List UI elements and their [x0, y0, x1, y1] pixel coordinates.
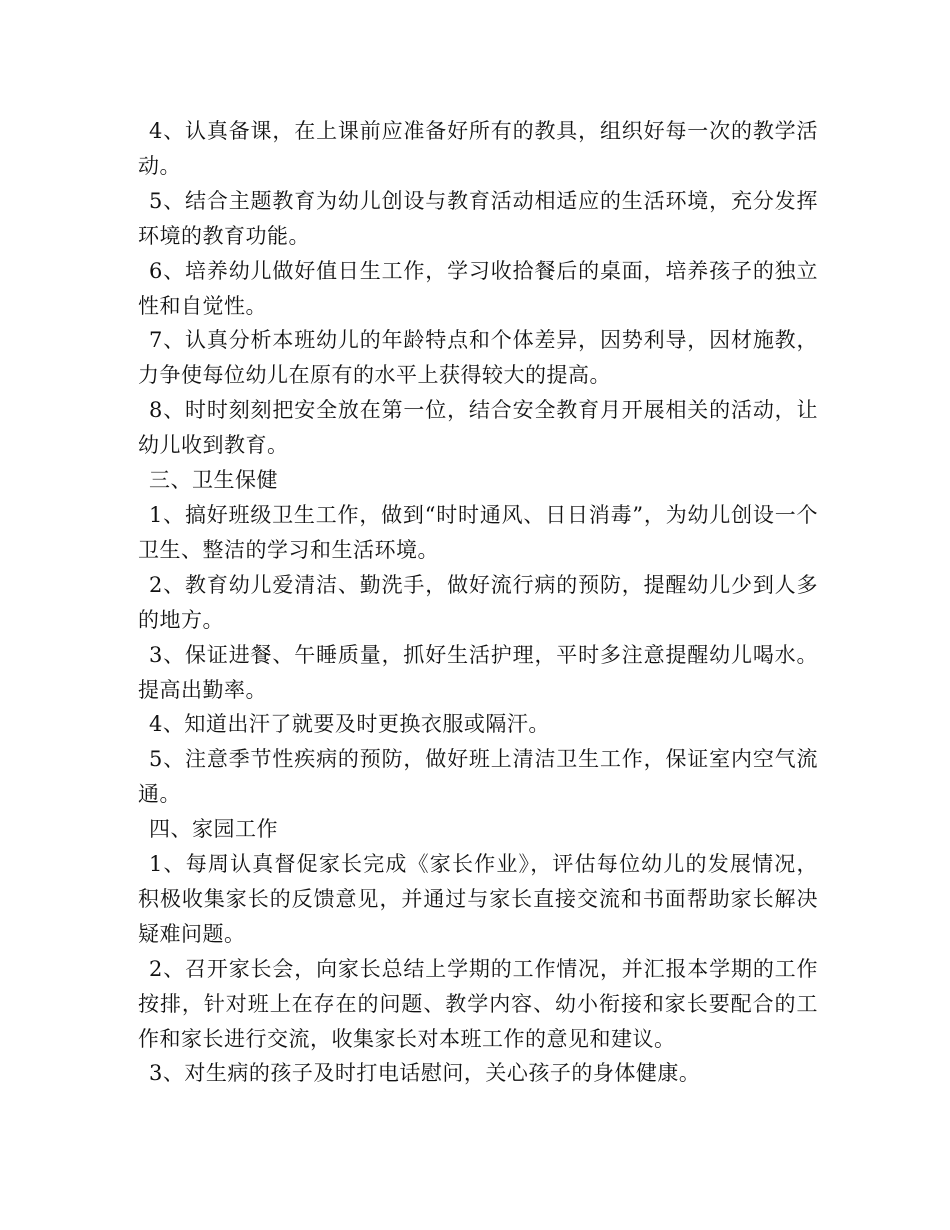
- home-item-2-parent-meeting: 2、召开家长会，向家长总结上学期的工作情况，并汇报本学期的工作按排，针对班上在存在的问题、教学内容、幼小衔接和家长要配合的工作和家长进行交流，收集家长对本班工作的意见和建议。: [138, 956, 818, 1051]
- home-item-3-sick-children: 3、对生病的孩子及时打电话慰问，关心孩子的身体健康。: [149, 1061, 701, 1086]
- health-item-3-meals-nap: 3、保证进餐、午睡质量，抓好生活护理，平时多注意提醒幼儿喝水。提高出勤率。: [138, 642, 818, 702]
- item-7-individual-differences: 7、认真分析本班幼儿的年龄特点和个体差异，因势利导，因材施教，力争使每位幼儿在原有的水平上获得较大的提高。: [138, 328, 818, 388]
- home-item-1-parent-homework: 1、每周认真督促家长完成《家长作业》，评估每位幼儿的发展情况，积极收集家长的反馈意见，并通过与家长直接交流和书面帮助家长解决疑难问题。: [138, 852, 818, 946]
- document-body: [138, 114, 818, 1091]
- health-item-4-sweat: 4、知道出汗了就要及时更换衣服或隔汗。: [149, 712, 550, 737]
- item-4-lesson-prep: 4、认真备课，在上课前应准备好所有的教具，组织好每一次的教学活动。: [138, 119, 818, 178]
- item-8-safety: 8、时时刻刻把安全放在第一位，结合安全教育月开展相关的活动，让幼儿收到教育。: [138, 398, 818, 458]
- section-heading-home-school: 四、家园工作: [149, 817, 278, 842]
- health-item-2-handwashing: 2、教育幼儿爱清洁、勤洗手，做好流行病的预防，提醒幼儿少到人多的地方。: [138, 572, 818, 632]
- health-item-1-hygiene: 1、搞好班级卫生工作，做到“时时通风、日日消毒”，为幼儿创设一个卫生、整洁的学习和生活环境。: [138, 502, 818, 562]
- section-heading-health-care: 三、卫生保健: [149, 468, 278, 493]
- item-5-environment: 5、结合主题教育为幼儿创设与教育活动相适应的生活环境，充分发挥环境的教育功能。: [138, 188, 818, 248]
- item-6-duty-work: 6、培养幼儿做好值日生工作，学习收拾餐后的桌面，培养孩子的独立性和自觉性。: [138, 258, 818, 318]
- health-item-5-seasonal-disease: 5、注意季节性疾病的预防，做好班上清洁卫生工作，保证室内空气流通。: [138, 747, 818, 807]
